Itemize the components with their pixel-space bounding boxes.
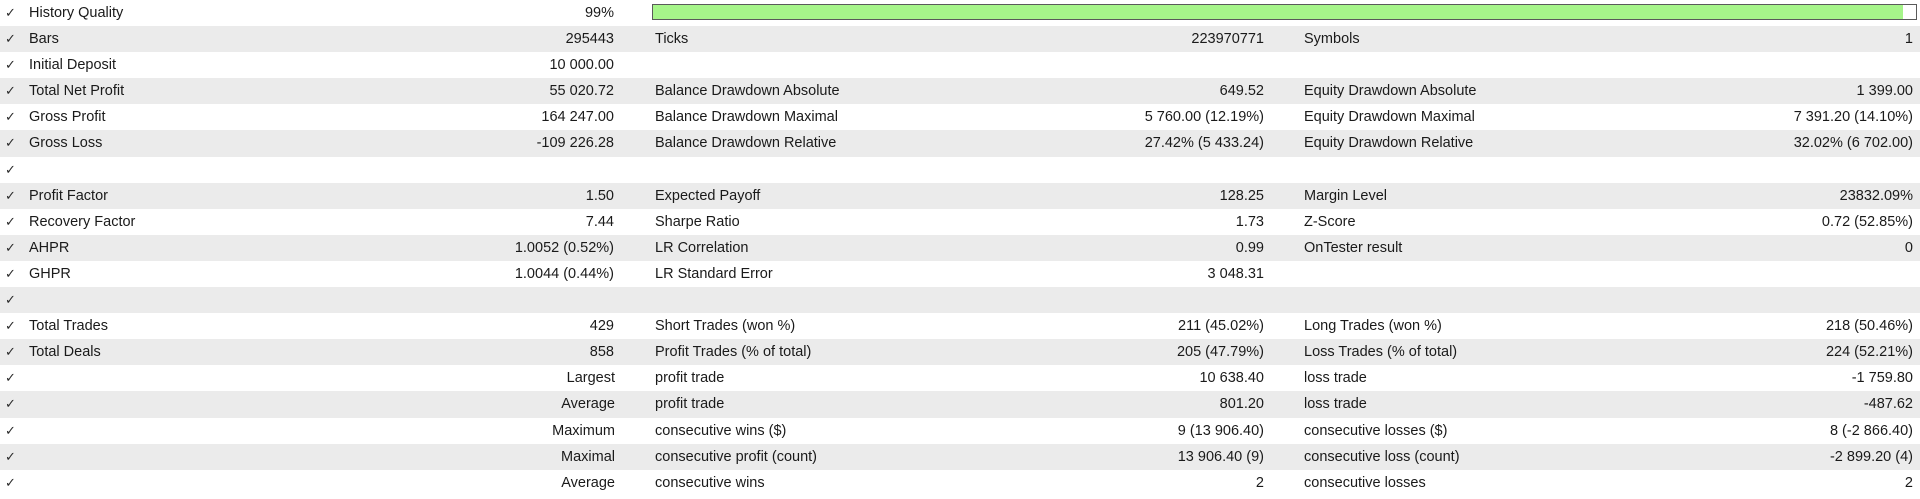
stat-value: 13 906.40 (9) [1177, 448, 1264, 465]
stat-value: 32.02% (6 702.00) [1793, 135, 1913, 152]
check-icon[interactable]: ✓ [5, 57, 16, 73]
stat-label: Balance Drawdown Relative [655, 135, 837, 152]
stat-value: 0 [1904, 239, 1913, 256]
stat-value: 1.73 [1235, 213, 1264, 230]
history-quality-row [0, 0, 1920, 26]
stat-value: 1.0044 (0.44%) [514, 265, 614, 282]
stats-row [0, 78, 1920, 104]
stat-value: 128.25 [1219, 187, 1264, 204]
check-icon[interactable]: ✓ [5, 474, 16, 490]
stats-row [0, 104, 1920, 130]
stat-value: 649.52 [1219, 83, 1264, 100]
check-icon[interactable]: ✓ [5, 161, 16, 177]
stat-label: profit trade [655, 370, 725, 387]
stat-value: 3 048.31 [1207, 265, 1264, 282]
stat-value: 7 391.20 (14.10%) [1793, 109, 1913, 126]
check-icon[interactable]: ✓ [5, 318, 16, 334]
stat-label: consecutive wins [655, 474, 765, 491]
stat-value: 10 000.00 [549, 57, 614, 74]
stats-row [0, 418, 1920, 444]
stats-row [0, 130, 1920, 156]
history-quality-label: History Quality [29, 5, 124, 21]
check-icon[interactable]: ✓ [5, 370, 16, 386]
stat-value: -1 759.80 [1851, 370, 1913, 387]
stat-value: 0.72 (52.85%) [1821, 213, 1913, 230]
stat-value: 801.20 [1219, 396, 1264, 413]
stat-label: Recovery Factor [29, 213, 136, 230]
stat-label: Equity Drawdown Absolute [1304, 83, 1477, 100]
stat-label: Initial Deposit [29, 57, 117, 74]
stat-label: Average [561, 396, 615, 413]
stat-label: Expected Payoff [655, 187, 761, 204]
stat-label: Z-Score [1304, 213, 1356, 230]
check-icon[interactable]: ✓ [5, 422, 16, 438]
check-icon[interactable]: ✓ [5, 292, 16, 308]
stat-value: 224 (52.21%) [1825, 344, 1913, 361]
stat-value: 223970771 [1191, 31, 1264, 48]
stat-value: 295443 [565, 31, 614, 48]
stat-label: Average [561, 474, 615, 491]
check-icon[interactable]: ✓ [5, 5, 16, 20]
stat-label: consecutive wins ($) [655, 422, 787, 439]
stat-value: 211 (45.02%) [1178, 318, 1264, 335]
stat-label: OnTester result [1304, 239, 1403, 256]
stat-label: Profit Trades (% of total) [655, 344, 812, 361]
stat-label: Long Trades (won %) [1304, 318, 1442, 335]
stat-label: loss trade [1304, 370, 1367, 387]
stat-value: 8 (-2 866.40) [1829, 422, 1913, 439]
stat-label: Margin Level [1304, 187, 1388, 204]
stat-label: consecutive profit (count) [655, 448, 817, 465]
stat-label: LR Standard Error [655, 265, 773, 282]
stat-value: 205 (47.79%) [1176, 344, 1264, 361]
stat-value: 218 (50.46%) [1825, 318, 1913, 335]
stat-value: 0.99 [1235, 239, 1264, 256]
stat-label: GHPR [29, 265, 71, 282]
stats-row [0, 183, 1920, 209]
check-icon[interactable]: ✓ [5, 265, 16, 281]
stat-value: 9 (13 906.40) [1177, 422, 1264, 439]
stat-value: 55 020.72 [549, 83, 614, 100]
stat-label: Loss Trades (% of total) [1304, 344, 1458, 361]
stat-label: Balance Drawdown Absolute [655, 83, 840, 100]
stats-row [0, 391, 1920, 417]
stat-value: 23832.09% [1839, 187, 1913, 204]
stat-label: Maximum [552, 422, 615, 439]
stat-value: 164 247.00 [541, 109, 614, 126]
stat-value: 5 760.00 (12.19%) [1144, 109, 1264, 126]
check-icon[interactable]: ✓ [5, 239, 16, 255]
stat-label: consecutive losses [1304, 474, 1426, 491]
stat-label: Equity Drawdown Maximal [1304, 109, 1475, 126]
check-icon[interactable]: ✓ [5, 213, 16, 229]
stats-row [0, 470, 1920, 496]
stat-value: 10 638.40 [1199, 370, 1264, 387]
stat-label: Symbols [1304, 31, 1360, 48]
stat-label: consecutive losses ($) [1304, 422, 1448, 439]
stat-label: Bars [29, 31, 59, 48]
check-icon[interactable]: ✓ [5, 396, 16, 412]
stat-label: Gross Profit [29, 109, 106, 126]
check-icon[interactable]: ✓ [5, 31, 16, 47]
stat-label: Sharpe Ratio [655, 213, 740, 230]
stats-row [0, 235, 1920, 261]
history-quality-bar-fill [653, 5, 1903, 19]
stat-label: Profit Factor [29, 187, 108, 204]
check-icon[interactable]: ✓ [5, 344, 16, 360]
stat-label: AHPR [29, 239, 70, 256]
stat-value: -487.62 [1863, 396, 1913, 413]
stats-row [0, 209, 1920, 235]
stat-label: Gross Loss [29, 135, 103, 152]
stat-value: 2 [1904, 474, 1913, 491]
check-icon[interactable]: ✓ [5, 83, 16, 99]
stat-label: Short Trades (won %) [655, 318, 796, 335]
stat-label: Total Deals [29, 344, 101, 361]
stats-row [0, 26, 1920, 52]
stat-value: 27.42% (5 433.24) [1144, 135, 1264, 152]
history-quality-value: 99% [584, 5, 614, 21]
stat-label: Equity Drawdown Relative [1304, 135, 1474, 152]
stats-row [0, 444, 1920, 470]
stat-value: 1.0052 (0.52%) [514, 239, 614, 256]
stat-value: 2 [1255, 474, 1264, 491]
stat-label: Ticks [655, 31, 689, 48]
stat-label: LR Correlation [655, 239, 749, 256]
stat-value: -109 226.28 [536, 135, 614, 152]
stat-value: 1.50 [585, 187, 614, 204]
stat-label: profit trade [655, 396, 725, 413]
stats-row [0, 287, 1920, 313]
stat-label: Total Net Profit [29, 83, 125, 100]
stats-row [0, 261, 1920, 287]
stats-row [0, 313, 1920, 339]
stat-label: Maximal [561, 448, 615, 465]
stat-value: 7.44 [585, 213, 614, 230]
stats-row [0, 365, 1920, 391]
stat-value: 858 [589, 344, 614, 361]
stats-row [0, 157, 1920, 183]
history-quality-bar [652, 4, 1917, 20]
stat-label: consecutive loss (count) [1304, 448, 1460, 465]
stat-label: loss trade [1304, 396, 1367, 413]
check-icon[interactable]: ✓ [5, 448, 16, 464]
stats-row [0, 52, 1920, 78]
stat-value: 429 [589, 318, 614, 335]
stat-value: 1 399.00 [1856, 83, 1913, 100]
check-icon[interactable]: ✓ [5, 187, 16, 203]
stat-label: Total Trades [29, 318, 108, 335]
stat-value: 1 [1904, 31, 1913, 48]
check-icon[interactable]: ✓ [5, 135, 16, 151]
stat-label: Balance Drawdown Maximal [655, 109, 838, 126]
stats-row [0, 339, 1920, 365]
stat-label: Largest [566, 370, 615, 387]
stat-value: -2 899.20 (4) [1829, 448, 1913, 465]
check-icon[interactable]: ✓ [5, 109, 16, 125]
